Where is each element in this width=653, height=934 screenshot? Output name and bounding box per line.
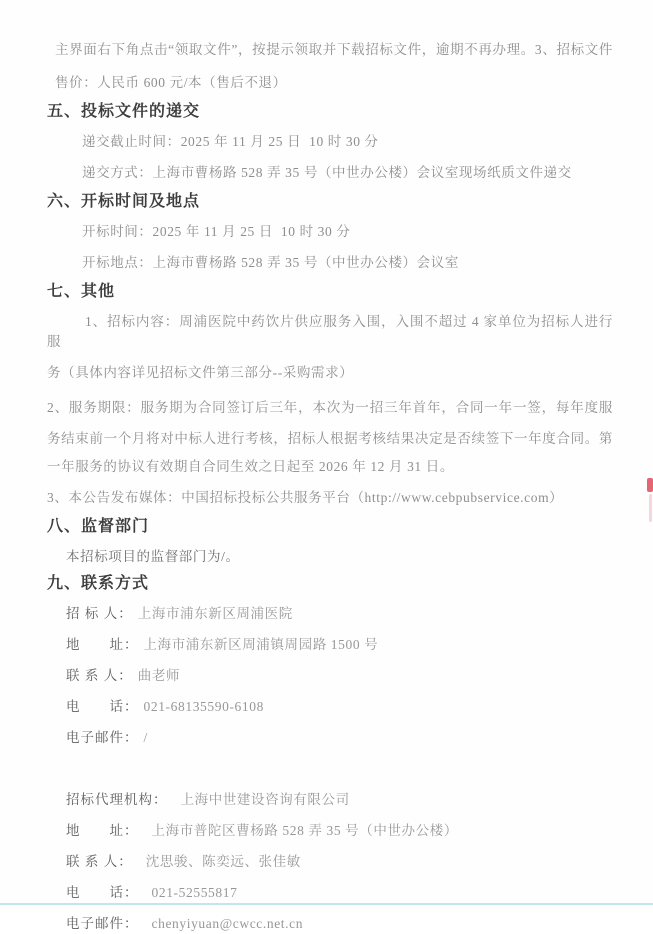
intro-line-1: 主界面右下角点击“领取文件”，按提示领取并下载招标文件，逾期不再办理。3、招标文件 — [55, 42, 613, 57]
section-9-heading: 九、联系方式 — [47, 575, 150, 592]
contact-row-tenderer-name — [66, 604, 613, 624]
tenderer-contact-block — [66, 604, 613, 748]
intro-line-2: 售价：人民币 600 元/本（售后不退） — [55, 75, 287, 90]
contact-label: 地 址： — [66, 823, 139, 838]
contact-value: 上海中世建设咨询有限公司 — [180, 792, 350, 807]
red-stamp-edge-artifact — [647, 478, 653, 492]
contact-row-agency-name — [66, 790, 613, 810]
contact-label: 电 话： — [66, 885, 139, 900]
contact-value: 021-52555817 — [151, 885, 238, 900]
contact-label: 招标代理机构： — [66, 792, 168, 807]
contact-row-tenderer-address — [66, 635, 613, 655]
section-5-heading: 五、投标文件的递交 — [47, 103, 201, 120]
contact-label: 电 话： — [66, 699, 139, 714]
bid-opening-place-line: 开标地点：上海市曹杨路 528 弄 35 号（中世办公楼）会议室 — [82, 255, 459, 270]
contact-label: 联 系 人： — [66, 854, 133, 869]
submission-deadline-line: 递交截止时间：2025 年 11 月 25 日 10 时 30 分 — [82, 134, 379, 149]
contact-value: chenyiyuan@cwcc.net.cn — [151, 916, 304, 931]
contact-row-agency-address — [66, 821, 613, 841]
contact-value: 上海市普陀区曹杨路 528 弄 35 号（中世办公楼） — [151, 823, 458, 838]
contact-row-agency-email — [66, 914, 613, 934]
submission-method-line: 递交方式：上海市曹杨路 528 弄 35 号（中世办公楼）会议室现场纸质文件递交 — [82, 165, 572, 180]
contact-value: 上海市浦东新区周浦医院 — [137, 606, 293, 621]
other-item3-line: 3、本公告发布媒体：中国招标投标公共服务平台（http://www.cebpubservice.com） — [47, 490, 564, 505]
contact-value: 上海市浦东新区周浦镇周园路 1500 号 — [143, 637, 379, 652]
contact-value: 沈思骏、陈奕远、张佳敏 — [145, 854, 301, 869]
contact-row-agency-phone — [66, 883, 613, 903]
other-item2-line1: 2、服务期限：服务期为合同签订后三年，本次为一招三年首年，合同一年一签，每年度服 — [47, 400, 613, 415]
contact-row-agency-person — [66, 852, 613, 872]
other-item2-line2: 务结束前一个月将对中标人进行考核，招标人根据考核结果决定是否续签下一年度合同。第 — [47, 431, 613, 446]
contact-value: / — [143, 730, 148, 745]
section-8-heading: 八、监督部门 — [47, 518, 150, 535]
agency-contact-block — [66, 790, 613, 934]
bottom-scan-line-artifact — [0, 903, 653, 905]
contact-value: 曲老师 — [137, 668, 181, 683]
contact-row-tenderer-phone — [66, 697, 613, 717]
contact-label: 电子邮件： — [66, 916, 139, 931]
other-item1-line2: 务（具体内容详见招标文件第三部分--采购需求） — [47, 365, 354, 380]
bid-opening-time-line: 开标时间：2025 年 11 月 25 日 10 时 30 分 — [82, 224, 351, 239]
contact-label: 联 系 人： — [66, 668, 133, 683]
contact-label: 招 标 人： — [66, 606, 133, 621]
supervision-body-line: 本招标项目的监督部门为/。 — [66, 549, 240, 564]
red-stamp-faint-artifact — [649, 494, 652, 522]
contact-row-tenderer-person — [66, 666, 613, 686]
contact-value: 021-68135590-6108 — [143, 699, 264, 714]
other-item2-line3: 一年服务的协议有效期自合同生效之日起至 2026 年 12 月 31 日。 — [47, 459, 454, 474]
contact-label: 电子邮件： — [66, 730, 139, 745]
contact-row-tenderer-email — [66, 728, 613, 748]
section-7-heading: 七、其他 — [47, 283, 116, 300]
section-6-heading: 六、开标时间及地点 — [47, 193, 201, 210]
other-item1-line1: 1、招标内容：周浦医院中药饮片供应服务入围，入围不超过 4 家单位为招标人进行服 — [47, 314, 613, 349]
contact-label: 地 址： — [66, 637, 139, 652]
